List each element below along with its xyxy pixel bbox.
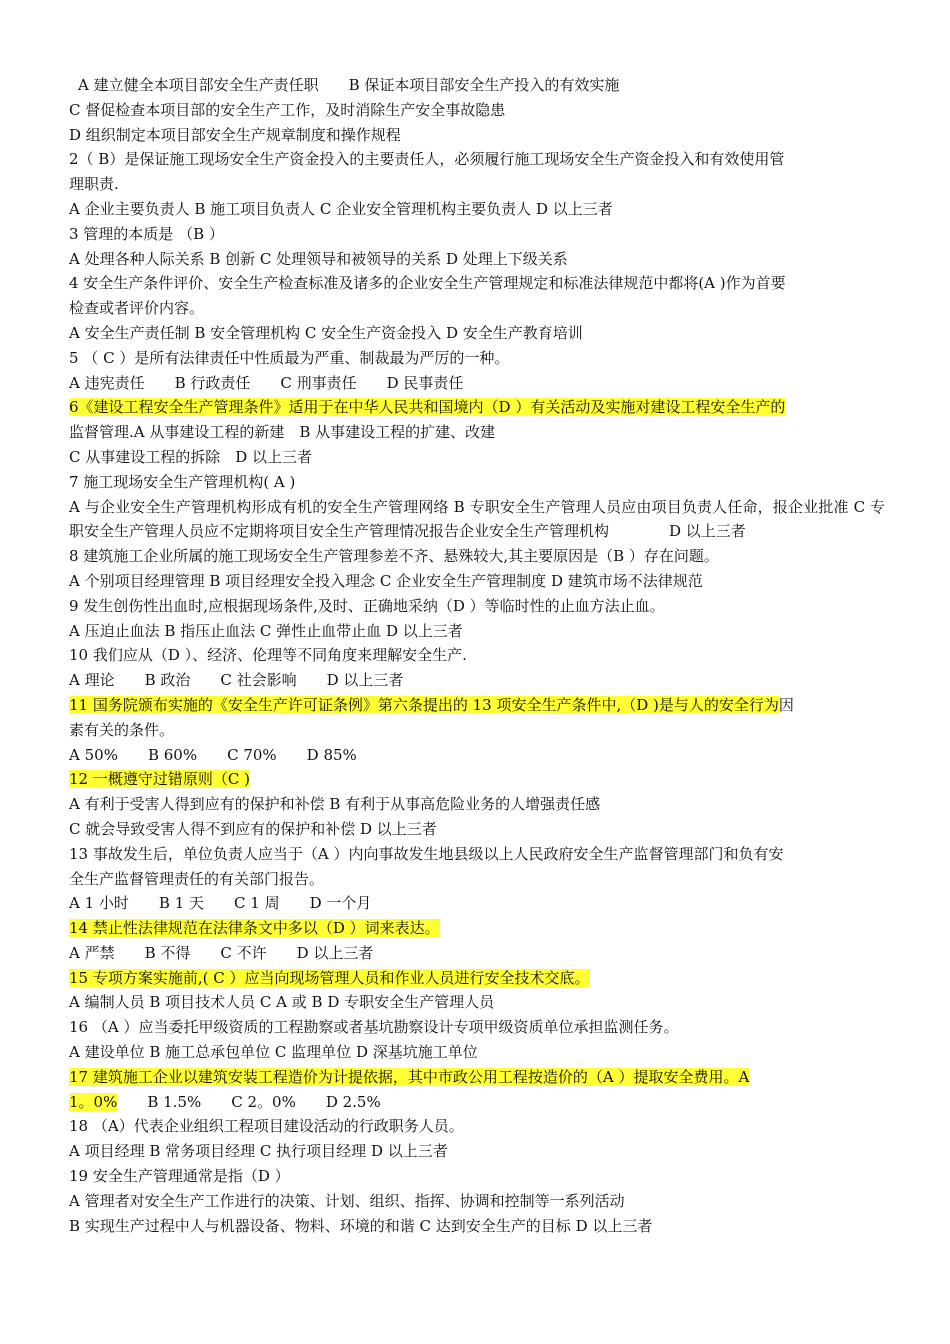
text-line (69, 1040, 885, 1065)
text-line (69, 123, 885, 148)
text-line (69, 73, 885, 98)
line-text: A 项目经理 B 常务项目经理 C 执行项目经理 D 以上三者 (69, 1142, 448, 1161)
line-text: A 个别项目经理管理 B 项目经理安全投入理念 C 企业安全生产管理制度 D 建筑市场不法律规范 (69, 571, 703, 590)
text-line (69, 470, 885, 495)
highlighted-text: 14 禁止性法律规范在法律条文中多以（D ）词来表达。 (69, 919, 440, 938)
text-line (69, 966, 885, 991)
highlighted-text: 1。0% (69, 1092, 118, 1111)
text-line (69, 1090, 885, 1115)
text-line (69, 420, 885, 445)
line-text: 检查或者评价内容。 (69, 299, 205, 318)
line-text: C 从事建设工程的拆除 D 以上三者 (69, 447, 313, 466)
text-line (69, 743, 885, 768)
line-text: A 建设单位 B 施工总承包单位 C 监理单位 D 深基坑施工单位 (69, 1043, 478, 1062)
line-tail-text: 因 (778, 695, 794, 714)
line-text: A 建立健全本项目部安全生产责任职 B 保证本项目部安全生产投入的有效实施 (78, 76, 620, 94)
text-line (69, 569, 885, 594)
line-text: 19 安全生产管理通常是指（D ） (69, 1167, 290, 1186)
line-tail-text: B 1.5% C 2。0% D 2.5% (117, 1092, 381, 1111)
highlighted-text: 15 专项方案实施前,( C ）应当向现场管理人员和作业人员进行安全技术交底。 (69, 968, 590, 987)
line-text: 5 （ C ）是所有法律责任中性质最为严重、制裁最为严厉的一种。 (69, 348, 510, 367)
text-line (69, 792, 885, 817)
text-line (69, 891, 885, 916)
highlighted-text: 6《建设工程安全生产管理条件》适用于在中华人民共和国境内（D ）有关活动及实施对建设工程安全生产的 (69, 398, 786, 417)
line-text: 3 管理的本质是 （B ） (69, 224, 224, 243)
text-line (69, 693, 885, 718)
text-line (69, 668, 885, 693)
text-line (69, 1139, 885, 1164)
text-line (69, 941, 885, 966)
line-text: 8 建筑施工企业所属的施工现场安全生产管理参差不齐、悬殊较大,其主要原因是（B ）存在问题。 (69, 547, 719, 566)
line-text: 16 （A ）应当委托甲级资质的工程勘察或者基坑勘察设计专项甲级资质单位承担监测任务。 (69, 1018, 679, 1037)
line-text: A 编制人员 B 项目技术人员 C A 或 B D 专职安全生产管理人员 (69, 993, 495, 1012)
text-line (69, 247, 885, 272)
text-line (69, 916, 885, 941)
text-line (69, 1214, 885, 1239)
line-text: 全生产监督管理责任的有关部门报告。 (69, 869, 325, 888)
text-line (69, 197, 885, 222)
document-page (69, 73, 885, 1238)
line-text: A 50% B 60% C 70% D 85% (69, 745, 357, 764)
text-line (69, 271, 885, 296)
line-text: 4 安全生产条件评价、安全生产检查标准及诸多的企业安全生产管理规定和标准法律规范中都将(A )作为首要 (69, 274, 786, 293)
line-text: A 违宪责任 B 行政责任 C 刑事责任 D 民事责任 (69, 373, 464, 392)
text-line (69, 1065, 885, 1090)
line-text: 9 发生创伤性出血时,应根据现场条件,及时、正确地采纳（D ）等临时性的止血方法止血。 (69, 596, 665, 615)
highlighted-text: 12 一概遵守过错原则（C ) (69, 770, 250, 789)
text-line (69, 445, 885, 470)
line-text: A 与企业安全生产管理机构形成有机的安全生产管理网络 B 专职安全生产管理人员应由项目负责人任命，报企业批准 C 专职安全生产管理人员应不定期将项目安全生产管理情况报告企业安全生产管理机构 D 以上三者 (69, 497, 885, 541)
text-line (69, 1164, 885, 1189)
line-text: A 处理各种人际关系 B 创新 C 处理领导和被领导的关系 D 处理上下级关系 (69, 249, 568, 268)
line-text: C 就会导致受害人得不到应有的保护和补偿 D 以上三者 (69, 819, 437, 838)
highlighted-text: 11 国务院颁布实施的《安全生产许可证条例》第六条提出的 13 项安全生产条件中,（D )是与人的安全行为 (69, 695, 779, 714)
text-line (69, 1015, 885, 1040)
text-line (69, 619, 885, 644)
text-line (69, 643, 885, 668)
line-text: 7 施工现场安全生产管理机构( A ) (69, 472, 296, 491)
line-text: C 督促检查本项目部的安全生产工作，及时消除生产安全事故隐患 (69, 100, 506, 119)
line-text: A 1 小时 B 1 天 C 1 周 D 一个月 (69, 894, 372, 913)
line-text: A 压迫止血法 B 指压止血法 C 弹性止血带止血 D 以上三者 (69, 621, 463, 640)
text-line (69, 1189, 885, 1214)
text-line (69, 147, 885, 172)
line-text: B 实现生产过程中人与机器设备、物料、环境的和谐 C 达到安全生产的目标 D 以上三者 (69, 1216, 653, 1235)
text-line (69, 594, 885, 619)
text-line (69, 767, 885, 792)
text-line (69, 321, 885, 346)
line-text: 监督管理.A 从事建设工程的新建 B 从事建设工程的扩建、改建 (69, 423, 496, 442)
line-text: 理职责. (69, 175, 119, 194)
line-text: A 管理者对安全生产工作进行的决策、计划、组织、指挥、协调和控制等一系列活动 (69, 1191, 625, 1210)
text-line (69, 842, 885, 867)
line-text: 18 （A）代表企业组织工程项目建设活动的行政职务人员。 (69, 1117, 464, 1136)
line-text: 2（ B）是保证施工现场安全生产资金投入的主要责任人，必须履行施工现场安全生产资金投入和有效使用管 (69, 150, 785, 169)
line-text: A 安全生产责任制 B 安全管理机构 C 安全生产资金投入 D 安全生产教育培训 (69, 323, 583, 342)
text-line (69, 544, 885, 569)
line-text: A 理论 B 政治 C 社会影响 D 以上三者 (69, 671, 404, 690)
line-text: A 严禁 B 不得 C 不许 D 以上三者 (69, 943, 374, 962)
text-line (69, 346, 885, 371)
line-text: D 组织制定本项目部安全生产规章制度和操作规程 (69, 125, 401, 144)
text-line (69, 296, 885, 321)
text-line (69, 495, 885, 545)
text-line (69, 371, 885, 396)
line-text: 素有关的条件。 (69, 720, 175, 739)
text-line (69, 172, 885, 197)
highlighted-text: 17 建筑施工企业以建筑安装工程造价为计提依据，其中市政公用工程按造价的（A ）提取安全费用。A (69, 1067, 750, 1086)
line-text: 13 事故发生后，单位负责人应当于（A ）内向事故发生地县级以上人民政府安全生产监督管理部门和负有安 (69, 844, 784, 863)
line-text: A 企业主要负责人 B 施工项目负责人 C 企业安全管理机构主要负责人 D 以上三者 (69, 199, 613, 218)
text-line (69, 718, 885, 743)
text-line (69, 222, 885, 247)
text-line (69, 867, 885, 892)
text-line (69, 1114, 885, 1139)
text-line (69, 817, 885, 842)
line-text: A 有利于受害人得到应有的保护和补偿 B 有利于从事高危险业务的人增强责任感 (69, 795, 601, 814)
text-line (69, 395, 885, 420)
text-line (69, 98, 885, 123)
text-line (69, 990, 885, 1015)
line-text: 10 我们应从（D ）、经济、伦理等不同角度来理解安全生产. (69, 646, 467, 665)
